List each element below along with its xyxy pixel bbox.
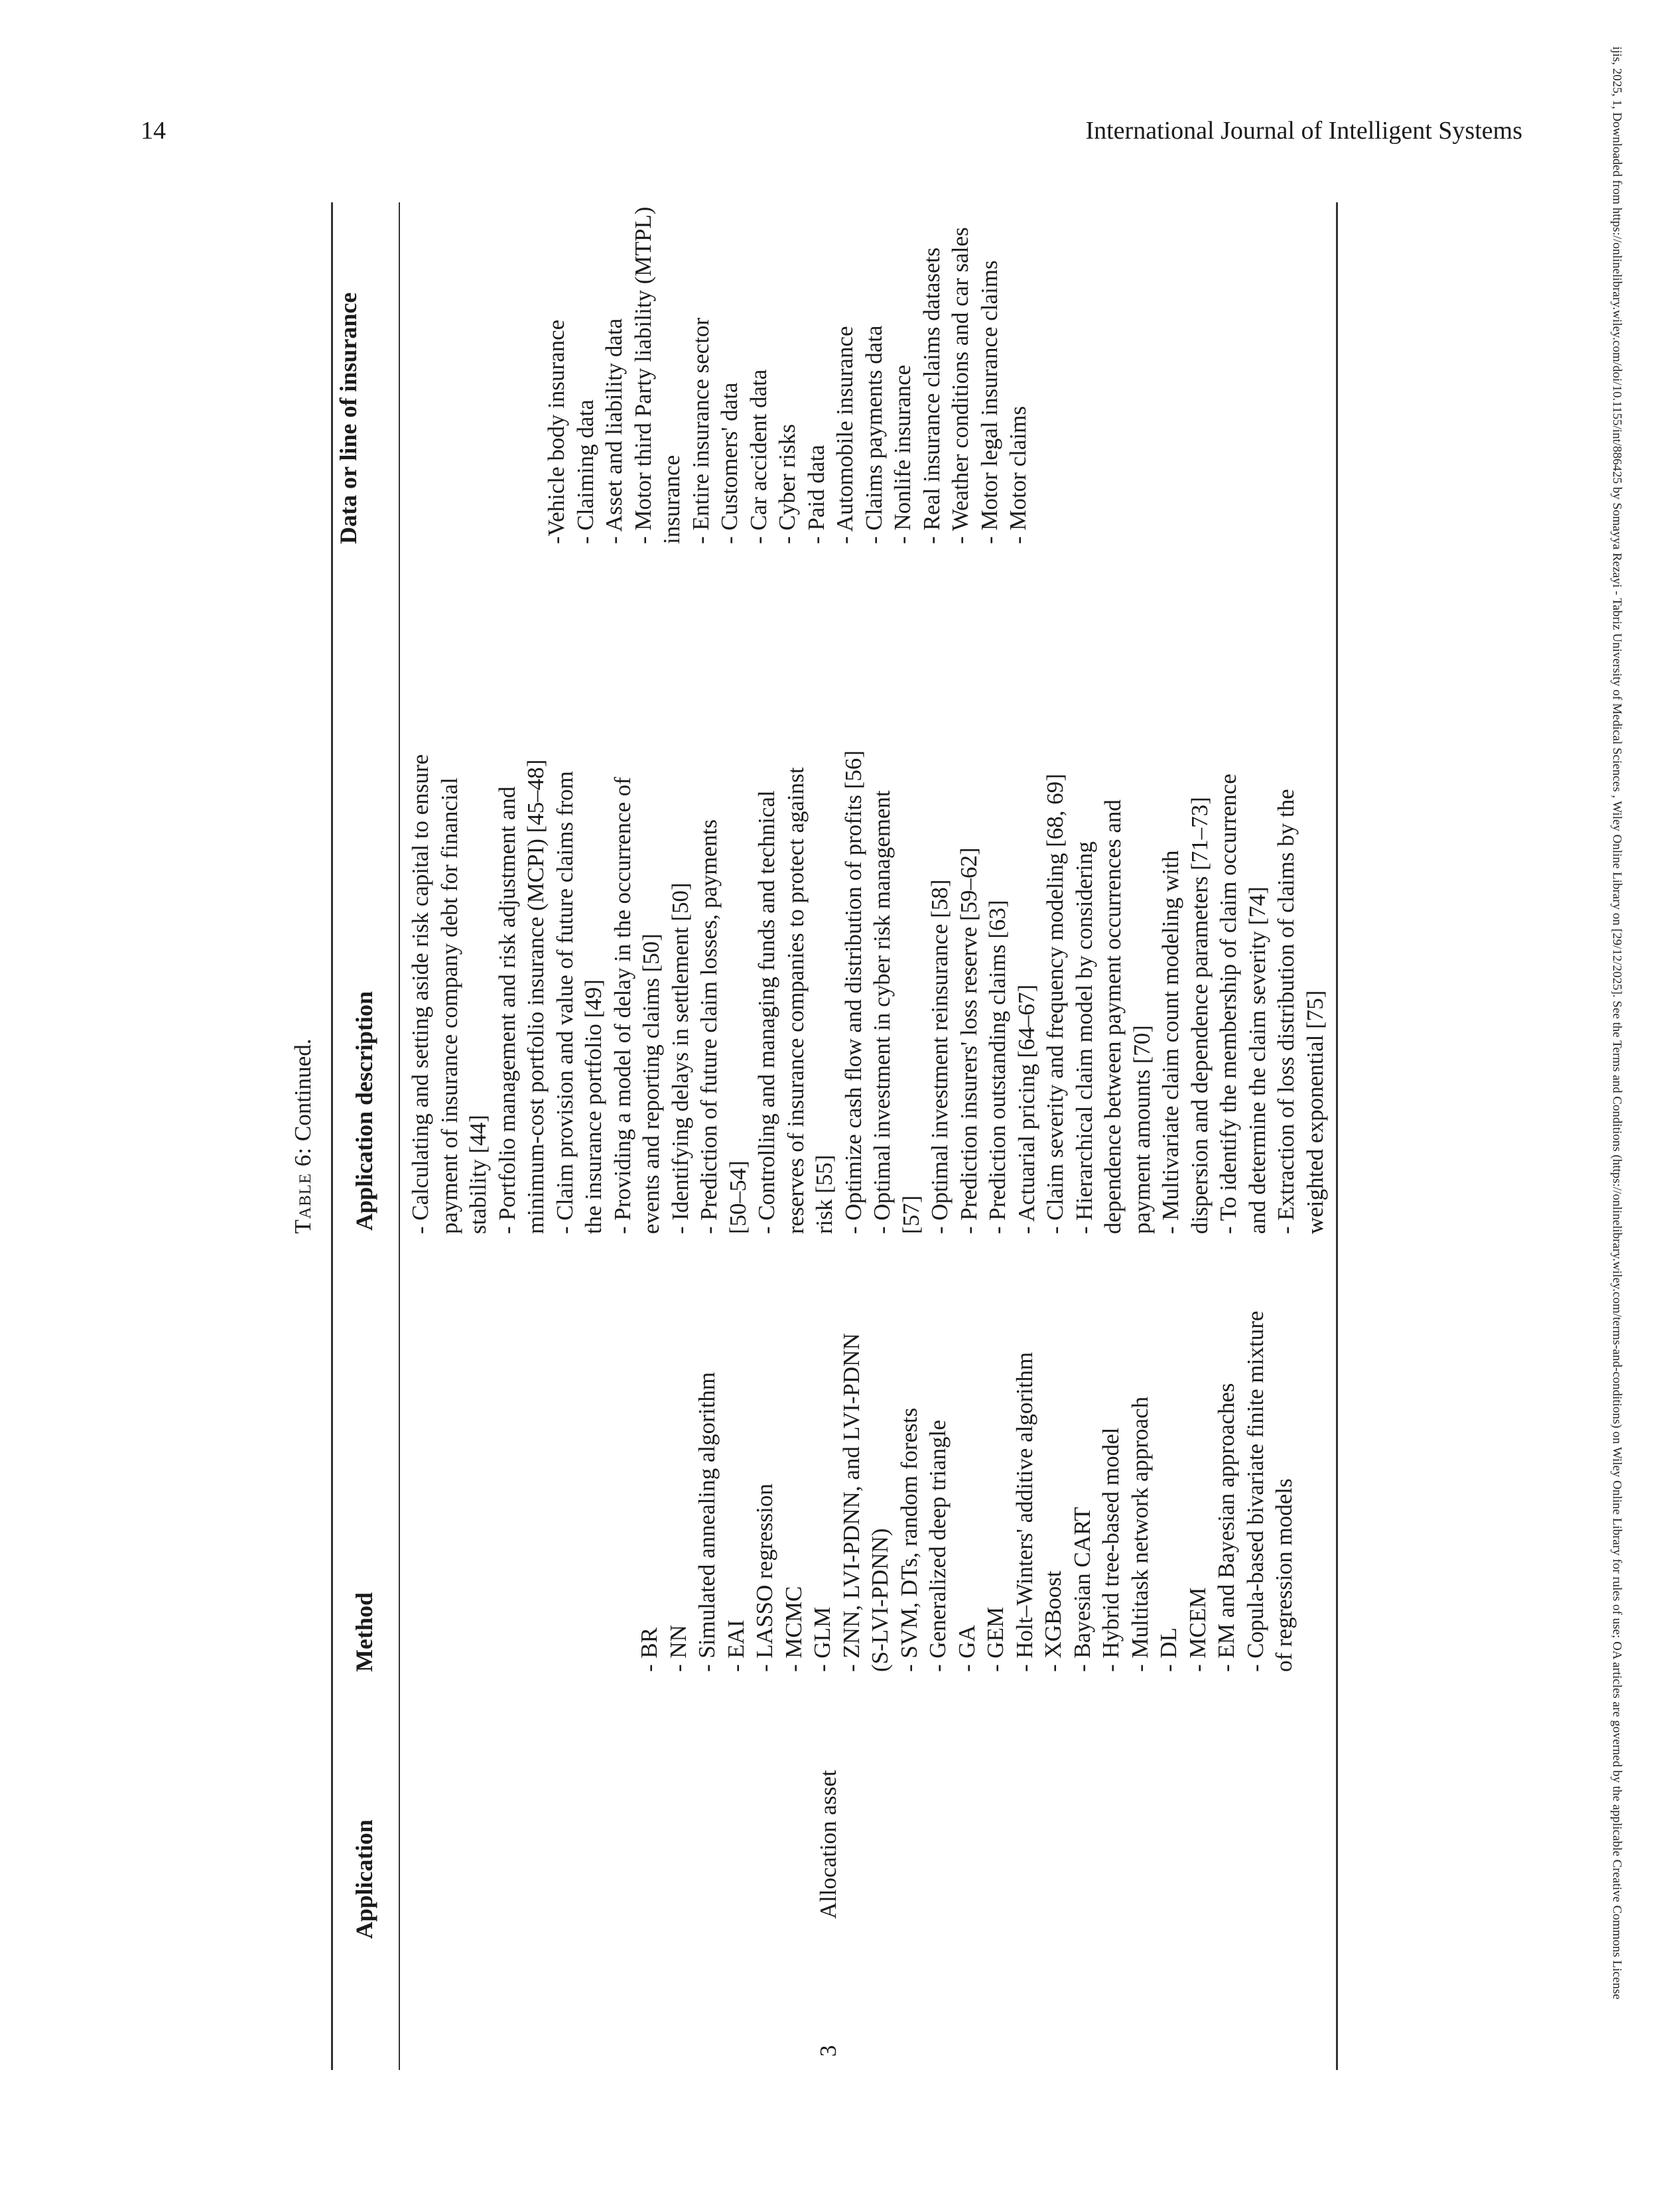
description-line: - Extraction of loss distribution of claims by the [1273,789,1299,1234]
description-line: payment amounts [70] [1128,1025,1155,1234]
method-line: - Copula-based bivariate finite mixture [1242,1310,1268,1672]
description-line: - Prediction of future claim losses, payments [696,819,722,1234]
method-line: - Hybrid tree-based model [1098,1427,1124,1672]
method-line: - Simulated annealing algorithm [694,1372,720,1672]
data-line: - Automobile insurance [832,326,858,544]
description-line: [50–54] [724,1160,751,1234]
method-line: - MCEM [1184,1587,1211,1672]
data-line: - Cyber risks [774,424,800,544]
journal-title: International Journal of Intelligent Systems [1085,117,1522,145]
column-header-data: Data or line of insurance [335,292,362,544]
column-header-method: Method [351,1592,377,1672]
table-caption-label: Table 6: [290,1146,316,1234]
table-caption [290,202,330,2070]
method-line: - Holt–Winters' additive algorithm [1011,1351,1037,1672]
data-line: - Weather conditions and car sales [947,227,973,544]
method-line: - GA [953,1625,980,1672]
description-line: weighted exponential [75] [1301,990,1328,1234]
download-notice: ijis, 2025, 1, Downloaded from https://onlinelibrary.wiley.com/doi/10.1155/int/886425 by Somayya Rezayi - Tabriz University of Medical Sciences , Wiley Online Library on [29/12/2025]. See the Terms and Conditions (https://onlinelibrary.wiley.com/terms-and-conditions) on Wiley Online Library for rules of use; OA articles are governed by the applicable Creative Commons License [1610,46,1624,2000]
description-line: - Calculating and setting aside risk capital to ensure [407,754,433,1234]
method-line: - LASSO regression [752,1484,777,1672]
data-line: - Claiming data [572,399,598,544]
data-line: - Entire insurance sector [687,317,714,544]
description-line: - Optimal investment reinsurance [58] [927,879,953,1234]
description-list [406,571,1329,1234]
data-line: - Nonlife insurance [890,364,915,544]
method-line: - GLM [809,1606,835,1672]
description-line: - Claim provision and value of future claims from [551,771,578,1234]
table-header-rule [399,202,400,2070]
column-header-application: Application [351,1819,377,1939]
description-line: - Prediction outstanding claims [63] [984,900,1010,1234]
description-line: - Providing a model of delay in the occurrence of [609,776,635,1234]
method-line: - Bayesian CART [1069,1507,1095,1672]
description-line: - Identifying delays in settlement [50] [667,882,693,1234]
description-line: minimum-cost portfolio insurance (MCPI) [45–48] [523,759,549,1234]
description-line: and determine the claim severity [74] [1244,886,1270,1234]
data-line: - Asset and liability data [601,318,627,544]
method-line: - Generalized deep triangle [925,1420,951,1672]
description-line: dependence between payment occurrences and [1100,799,1126,1234]
description-line: [57] [897,1195,924,1234]
method-line: (S-LVI-PDNN) [867,1528,893,1672]
description-line: reserves of insurance companies to protect against [782,767,809,1234]
data-line: -Vehicle body insurance [543,319,569,544]
method-list [635,1261,1299,1672]
data-line: - Customers' data [716,382,742,544]
method-line: of regression models [1271,1478,1297,1672]
method-line: - Multitask network approach [1126,1396,1153,1672]
description-line: - Optimal investment in cyber risk management [869,790,895,1234]
data-line: - Motor third Party liability (MTPL) [630,206,656,544]
method-line: - EAI [722,1620,749,1672]
table-bottom-rule [1336,202,1338,2070]
description-line: - Portfolio management and risk adjustment and [494,786,520,1234]
page-number: 14 [141,117,166,145]
description-line: - To identify the membership of claim occurrence [1215,774,1241,1234]
description-line: - Prediction insurers' loss reserve [59–62] [955,847,982,1234]
description-line: events and reporting claims [50] [638,933,664,1234]
data-line: - Real insurance claims datasets [918,247,945,544]
description-line: - Actuarial pricing [64–67] [1013,984,1039,1234]
table-caption-text: Continued. [290,1038,316,1142]
method-line: - ZNN, LVI-PDNN, and LVI-PDNN [838,1333,864,1672]
method-line: - XGBoost [1040,1570,1066,1672]
data-line: - Car accident data [745,369,771,544]
method-line: - BR [636,1627,662,1672]
rotated-table [290,202,1351,2070]
row-number: 3 [815,2045,841,2057]
row-application: Allocation asset [815,1769,841,1919]
data-line-list [542,206,1033,544]
description-line: - Optimize cash flow and distribution of profits [56] [840,750,866,1234]
description-line: dispersion and dependence parameters [71–73] [1186,797,1213,1234]
data-line: - Claims payments data [860,325,887,544]
description-line: risk [55] [811,1154,837,1234]
method-line: - SVM, DTs, random forests [896,1407,922,1672]
data-line: - Motor claims [1005,405,1031,544]
table-top-rule [331,202,333,2070]
data-line: insurance [659,454,685,544]
description-line: - Controlling and managing funds and technical [754,790,779,1234]
method-line: - DL [1156,1627,1181,1672]
method-line: - GEM [982,1606,1008,1672]
method-line: - EM and Bayesian approaches [1213,1383,1239,1672]
description-line: stability [44] [465,1115,491,1234]
description-line: - Hierarchical claim model by considering [1071,841,1097,1234]
description-line: - Claim severity and frequency modeling [68, 69] [1042,774,1068,1234]
description-line: - Multivariate claim count modeling with [1158,850,1183,1234]
method-line: - MCMC [780,1586,807,1672]
description-line: the insurance portfolio [49] [580,979,606,1234]
description-line: payment of insurance company debt for financial [436,777,462,1234]
column-header-description: Application description [351,991,377,1231]
method-line: - NN [665,1625,691,1672]
data-line: - Paid data [803,445,829,544]
data-line: - Motor legal insurance claims [976,260,1002,544]
